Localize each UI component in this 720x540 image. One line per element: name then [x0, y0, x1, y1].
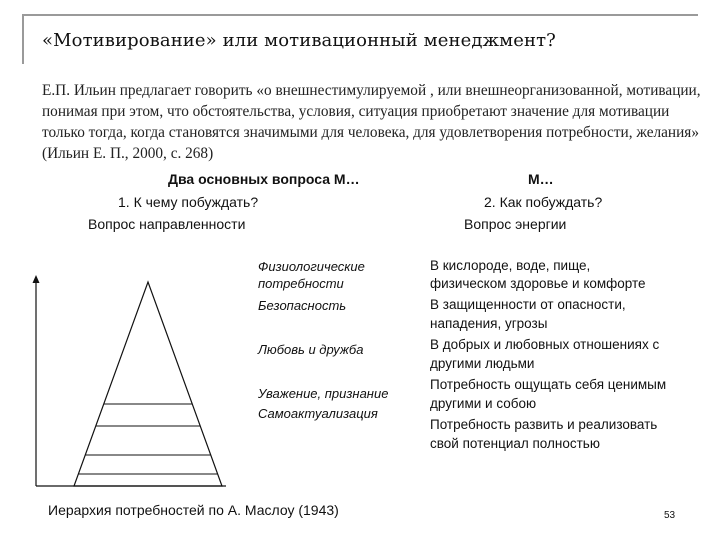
arrow-up-icon	[33, 275, 40, 283]
need-line-8: другими и собою	[430, 396, 537, 411]
maslow-pyramid	[30, 272, 250, 492]
intro-paragraph: Е.П. Ильин предлагает говорить «о внешнестимулируемой , или внешнеорганизованной, мотивации, понимая при этом, что обстоятельства, условия, ситуация приобретают значение для мотивации только тогда, когда становятся значимыми для человека, для удовлетворения потребности, желания» (Ильин Е. П., 2000, с. 268)	[42, 82, 701, 162]
pyramid-caption: Иерархия потребностей по А. Маслоу (1943)	[48, 502, 339, 518]
need-line-4: нападения, угрозы	[430, 316, 548, 331]
need-line-2: физическом здоровье и комфорте	[430, 276, 646, 291]
need-line-7: Потребность ощущать себя ценимым	[430, 377, 667, 392]
heading-left: Два основных вопроса М…	[168, 171, 360, 187]
question-1: 1. К чему побуждать?	[118, 194, 259, 210]
need-line-3: В защищенности от опасности,	[430, 297, 626, 312]
heading-right: М…	[528, 171, 554, 187]
question-2-subtitle: Вопрос энергии	[464, 216, 567, 232]
need-line-5: В добрых и любовных отношениях с	[430, 337, 660, 352]
question-1-subtitle: Вопрос направленности	[88, 216, 246, 232]
frame-top-line	[22, 14, 698, 16]
level-self-actualization: Самоактуализация	[258, 406, 378, 421]
slide-title: «Мотивирование» или мотивационный менеджмент?	[42, 30, 556, 51]
level-love: Любовь и дружба	[258, 342, 364, 357]
need-line-1: В кислороде, воде, пище,	[430, 258, 591, 273]
need-line-6: другими людьми	[430, 356, 535, 371]
need-line-9: Потребность развить и реализовать	[430, 417, 658, 432]
level-physiological-2: потребности	[258, 276, 344, 291]
level-physiological-1: Физиологические	[258, 259, 365, 274]
level-esteem: Уважение, признание	[258, 386, 389, 401]
question-2: 2. Как побуждать?	[484, 194, 603, 210]
page-number: 53	[664, 510, 676, 521]
level-safety: Безопасность	[258, 298, 347, 313]
frame-left-line	[22, 14, 24, 64]
need-line-10: свой потенциал полностью	[430, 436, 600, 451]
